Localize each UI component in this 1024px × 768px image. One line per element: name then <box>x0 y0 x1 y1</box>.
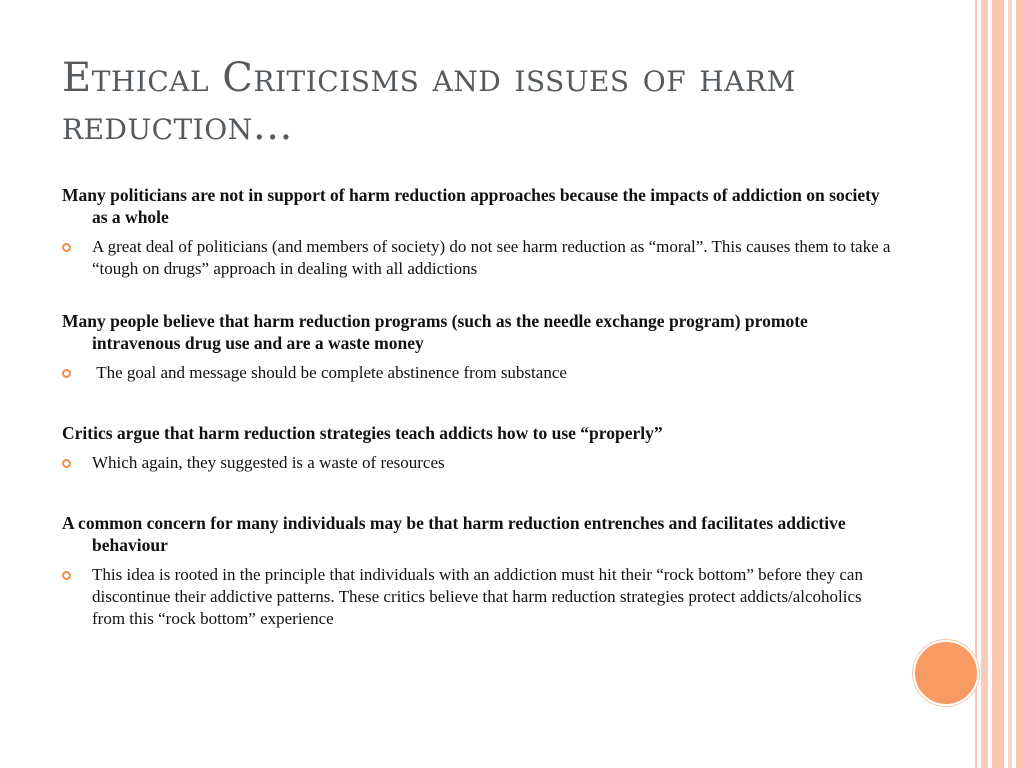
section-4 <box>62 512 892 630</box>
decorative-stripe <box>992 0 1004 768</box>
section-3 <box>62 422 892 474</box>
circle-bullet-icon <box>62 571 71 580</box>
section-heading: Many people believe that harm reduction programs (such as the needle exchange program) promote intravenous drug use and are a waste money <box>62 311 808 353</box>
circle-bullet-icon <box>62 369 71 378</box>
section-heading: Critics argue that harm reduction strategies teach addicts how to use “properly” <box>62 423 663 443</box>
decorative-stripe <box>975 0 977 768</box>
bullet-item <box>62 362 892 384</box>
decorative-circle <box>913 640 979 706</box>
section-heading: A common concern for many individuals may be that harm reduction entrenches and facilitates addictive behaviour <box>62 513 846 555</box>
decorative-stripe <box>981 0 988 768</box>
bullet-item <box>62 564 892 630</box>
circle-bullet-icon <box>62 243 71 252</box>
decorative-stripe <box>1016 0 1024 768</box>
slide-content <box>62 184 892 630</box>
section-2 <box>62 310 892 384</box>
decorative-stripe <box>1008 0 1012 768</box>
bullet-text: A great deal of politicians (and members of society) do not see harm reduction as “moral”. This causes them to take a “tough on drugs” approach in dealing with all addictions <box>92 237 891 278</box>
bullet-item <box>62 236 892 280</box>
section-heading: Many politicians are not in support of harm reduction approaches because the impacts of addiction on society as a whole <box>62 185 880 227</box>
bullet-text: Which again, they suggested is a waste of resources <box>92 453 445 472</box>
slide-title: Ethical Criticisms and issues of harm reduction… <box>62 55 796 149</box>
bullet-text: The goal and message should be complete abstinence from substance <box>92 363 567 382</box>
bullet-text: This idea is rooted in the principle that individuals with an addiction must hit their “rock bottom” before they can discontinue their addictive patterns. These critics believe that harm reduction strategies protect addicts/alcoholics from this “rock bottom” experience <box>92 565 863 628</box>
circle-bullet-icon <box>62 459 71 468</box>
bullet-item <box>62 452 892 474</box>
section-1 <box>62 184 892 280</box>
